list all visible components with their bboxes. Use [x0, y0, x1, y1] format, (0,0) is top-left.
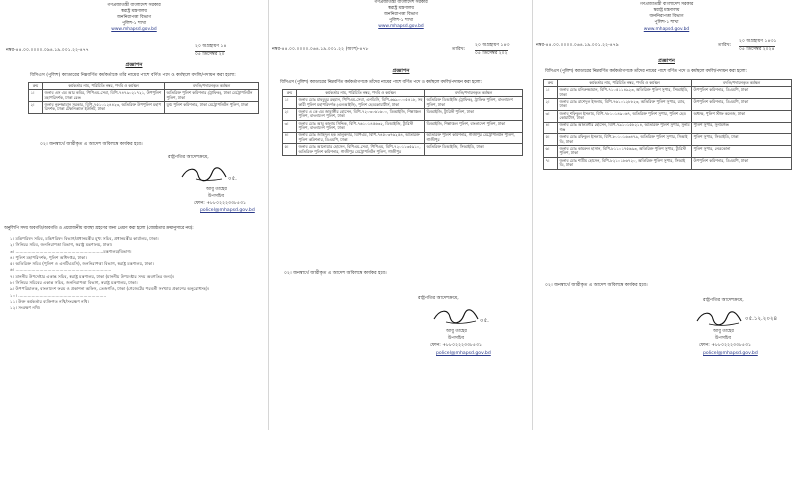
- copy-list-item: ২। সিনিয়র সচিব, জননিরাপত্তা বিভাগ, স্বরাষ্ট্র মন্ত্রণালয়, ঢাকা।: [10, 242, 113, 248]
- col-header-sl: ক্রম: [29, 83, 43, 90]
- date-english: ০৫ ডিসেম্বর ২০২৪: [739, 47, 775, 52]
- copy-list-item: ১২। সংরক্ষণ নথি।: [10, 305, 41, 311]
- cell-new: উপপুলিশ কমিশনার, ডিএমপি, ঢাকা: [692, 87, 792, 99]
- intro-text: বিসিএস (পুলিশ) ক্যাডারের নিম্নবর্ণিত কর্মকর্তাগণকে তাঁদের নামের পাশে বর্ণিত পদে ও কর্মস্থলে বদলি/পদায়ন করা হলো:: [545, 69, 747, 74]
- order-line: ০২। জনস্বার্থে জারীকৃত এ আদেশ অবিলম্বে কার্যকর হবে।: [284, 271, 387, 276]
- cell-current: জনাব মোঃ আনোয়ার হোসেন, বিপিএম-সেবা, পিপিএম, বিপি-৭২০১১৩৫৯১০, অতিরিক্ত পুলিশ কমিশনার, গাজীপুর মেট্রোপলিটন পুলিশ, গাজীপুর: [297, 144, 425, 156]
- signer-phone: ফোন: +৮৮০২২২৩৩৮৫৩১: [699, 343, 751, 348]
- table-row: [283, 144, 523, 156]
- copy-list-item: ৭। মাননীয় উপদেষ্টার একান্ত সচিব, স্বরাষ্ট্র মন্ত্রণালয়, ঢাকা (মাননীয় উপদেষ্টার সদয় অবগতির জন্য)।: [10, 273, 175, 279]
- signer-title: উপসচিব: [208, 194, 225, 199]
- cell-sl: ১।: [29, 90, 43, 102]
- copy-list-item: ৬। ........................................................................: [10, 267, 112, 273]
- cell-sl: ৩।: [283, 120, 297, 132]
- cell-sl: ১।: [283, 97, 297, 109]
- signer-email[interactable]: policel@mhapsd.gov.bd: [436, 351, 491, 356]
- signature-date: ০৫.: [228, 176, 237, 182]
- cell-new: পুলিশ সুপার, সুনামগঞ্জ: [692, 122, 792, 134]
- signer-phone: ফোন: +৮৮০২২২৩৩৮৫৩১: [430, 343, 482, 348]
- copy-list-item: ৫। অতিরিক্ত সচিব (পুলিশ ও এনটিএমসি), জননিরাপত্তা বিভাগ, স্বরাষ্ট্র মন্ত্রণালয়, ঢাকা।: [10, 261, 154, 267]
- cell-current: জনাব মোঃ মাহবুবুর রহমান, পিপিএম-সেবা, এনডিসি, বিপি-৬৬৯০০০৫৪১৮, সহকারী পুলিশ মহাপরিদর্শক (এলআইসি), পুলিশ হেডকোয়ার্টার্স, ঢাকা: [297, 97, 425, 109]
- cell-current: জনাব মোঃ রফিকুল ইসলাম, বিপি-৮০১০১৬৩৪৭৯, অতিরিক্ত পুলিশ সুপার, সিআইডি, ঢাকা: [558, 134, 692, 146]
- col-header-new: বদলি/পদায়নকৃত কর্মস্থল: [165, 83, 259, 90]
- signer-title: উপসচিব: [715, 336, 732, 341]
- cell-current: জনাব মোঃ কামরুল হাসান, বিপি-৮১১০১৭৫৬৯৩, অতিরিক্ত পুলিশ সুপার, ট্যুরিস্ট পুলিশ, ঢাকা: [558, 146, 692, 158]
- cell-sl: ২।: [544, 98, 558, 110]
- signer-email[interactable]: policel@mhapsd.gov.bd: [200, 208, 255, 213]
- transfer-table: [282, 89, 523, 156]
- cell-current: জনাব এস এম আর কবির, পিপিএম-সেবা, বিপি-৭৪৭৯০২১৭২১, উপপুলিশ মহাপরিদর্শক, ঢাকা রেঞ্জ: [43, 90, 165, 102]
- col-header-sl: ক্রম: [283, 90, 297, 97]
- gov-header-line: গণপ্রজাতন্ত্রী বাংলাদেশ সরকার: [107, 3, 161, 8]
- order-line: ০২। জনস্বার্থে জারীকৃত এ আদেশ অবিলম্বে কার্যকর হবে।: [40, 142, 143, 147]
- branch-line: পুলিশ-১ শাখা: [654, 20, 679, 25]
- table-row: [544, 98, 792, 110]
- table-row: [544, 134, 792, 146]
- signature-mark: [430, 304, 490, 328]
- copy-intro: অনুলিপি সদয় অবগতি/অবগতি ও প্রয়োজনীয় ব্যবস্থা গ্রহণের জন্য প্রেরণ করা হলো (জ্যেষ্ঠতার ক্রমানুসারে নয়):: [4, 226, 194, 231]
- signer-name: আবু তাহের: [206, 187, 227, 192]
- table-row: [544, 122, 792, 134]
- cell-new: ডিআইজি, শিল্পাঞ্চল পুলিশ, বাংলাদেশ পুলিশ, ঢাকা: [425, 120, 523, 132]
- cell-current: জনাব মোঃ আলমগীর হোসেন, বিপি-৭৯১০১৫৮২১৪, অতিরিক্ত পুলিশ সুপার, সুনামগঞ্জ: [559, 122, 690, 132]
- branch-line: পুলিশ-১ শাখা: [389, 18, 413, 23]
- cell-new: ডিআইজি, ট্যুরিস্ট পুলিশ, ঢাকা: [425, 108, 523, 120]
- cell-sl: ৩।: [544, 110, 558, 122]
- col-header-current: কর্মকর্তার নাম, পরিচিতি নম্বর, পদবি ও কর্মস্থল: [558, 80, 692, 87]
- table-row: [29, 101, 259, 113]
- memo-number: নম্বর-৪৪.০০.০০০০.০৯৪.১৯.০০১.২২-৪৭৭: [6, 48, 89, 53]
- ministry-line: স্বরাষ্ট্র মন্ত্রণালয়: [388, 6, 414, 11]
- date-english: ০৫ ডিসেম্বর ২০: [195, 52, 225, 57]
- gov-header-line: গণপ্রজাতন্ত্রী বাংলাদেশ সরকার: [639, 2, 694, 7]
- notification-page-2: [270, 0, 532, 430]
- table-row: [544, 146, 792, 158]
- cell-sl: ৫।: [283, 144, 297, 156]
- document-title: প্রজ্ঞাপন: [125, 62, 143, 68]
- cell-current: জনাব মোঃ জাহিদুল হক তালুকদার, বিপিএম, বিপি-৭৪৫০৩৭৬২৫৪, অতিরিক্ত পুলিশ কমিশনার, ডিএমপি, ঢাকা: [297, 132, 425, 144]
- date-label: তারিখ:: [718, 43, 732, 48]
- cell-new: উপপুলিশ কমিশনার, ডিএমপি, ঢাকা: [692, 98, 792, 110]
- president-order: রাষ্ট্রপতির আদেশক্রমে,: [168, 155, 209, 160]
- notification-page-1: [0, 0, 268, 430]
- cell-sl: ৭।: [544, 157, 558, 169]
- cell-current: জনাব নুরুজ্জামান সরকার, বিপি-৭৫১০১২৪৪২৩, অতিরিক্ত উপপুলিশ মহাপরিদর্শক, ঢাকা টেকনিক্যাল ইউনিট, ঢাকা: [43, 101, 165, 113]
- cell-new: পুলিশ সুপার, নেত্রকোনা: [692, 146, 792, 158]
- date-bangla: ২০ অগ্রহায়ণ ১৪: [195, 44, 227, 49]
- date-bangla: ২০ অগ্রহায়ণ ১৪৩: [475, 43, 510, 48]
- notification-page-3: [533, 0, 800, 430]
- table-row: [29, 90, 259, 102]
- cell-new: অতিরিক্ত ডিআইজি, সিআইডি, ঢাকা: [425, 144, 523, 156]
- cell-sl: ২।: [283, 108, 297, 120]
- date-bangla: ২০ অগ্রহায়ণ ১৪৩১: [739, 39, 777, 44]
- copy-list-item: ৮। সিনিয়র সচিবের একান্ত সচিব, জননিরাপত্তা বিভাগ, স্বরাষ্ট্র মন্ত্রণালয়, ঢাকা।: [10, 280, 138, 286]
- date-label: তারিখ:: [452, 47, 466, 52]
- table-row: [283, 108, 523, 120]
- copy-list: [10, 236, 265, 312]
- table-row: [544, 157, 792, 169]
- copy-list-item: ৯। উপপরিচালক, বাংলাদেশ ফরম ও প্রকাশনা অফিস, তেজগাঁও, ঢাকা (গেজেটের পরবর্তী সংখ্যায় প্রকাশের অনুরোধসহ)।: [10, 286, 210, 292]
- cell-current: জনাব এ কে এম জাহাঙ্গীর হোসেন, বিপি-৭২০৩০৬১৬০০, ডিআইজি, শিল্পাঞ্চল পুলিশ, বাংলাদেশ পুলিশ, ঢাকা: [297, 108, 425, 120]
- website-link[interactable]: www.mhapsd.gov.bd: [378, 24, 424, 29]
- signature-mark: [693, 306, 753, 330]
- table-row: [283, 120, 523, 132]
- signer-phone: ফোন: +৮৮০২২২৩৩৮৫৩১: [194, 201, 246, 206]
- table-row: [544, 87, 792, 99]
- date-english: ০৫ ডিসেম্বর ২০২: [475, 51, 508, 56]
- division-line: জননিরাপত্তা বিভাগ: [116, 15, 152, 20]
- ministry-line: স্বরাষ্ট্র মন্ত্রণালয়: [121, 9, 147, 14]
- copy-list-item: ১০। ..................................................................: [10, 292, 107, 298]
- cell-new: পুলিশ সুপার, সিআইডি, ঢাকা: [692, 134, 792, 146]
- col-header-sl: ক্রম: [544, 80, 558, 87]
- transfer-table: [543, 79, 792, 170]
- signature-date: ০৫.১২.২০২৪: [745, 316, 778, 322]
- col-header-new: বদলি/পদায়নকৃত কর্মস্থল: [692, 80, 792, 87]
- blank-bottom-area: [0, 430, 800, 490]
- copy-list-item: ৩। ..................................................................মন্ত্রণালয়/বিভাগ।: [10, 248, 132, 254]
- order-line: ০২। জনস্বার্থে জারীকৃত এ আদেশ অবিলম্বে কার্যকর হবে।: [545, 283, 648, 288]
- col-header-current: কর্মকর্তার নাম, পরিচিতি নম্বর, পদবি ও কর্মস্থল: [297, 90, 425, 97]
- copy-list-item: ১। মন্ত্রিপরিষদ সচিব, মন্ত্রিপরিষদ বিভাগ/প্রধানমন্ত্রীর মুখ্য সচিব, প্রধানমন্ত্রীর কার্যালয়, ঢাকা।: [10, 236, 159, 241]
- division-line: জননিরাপত্তা বিভাগ: [383, 12, 419, 17]
- document-title: প্রজ্ঞাপন: [658, 58, 675, 64]
- cell-sl: ৫।: [544, 134, 558, 146]
- signer-title: উপসচিব: [448, 336, 465, 341]
- cell-sl: ৪।: [283, 132, 297, 144]
- cell-sl: ৬।: [544, 146, 558, 158]
- cell-sl: ১।: [544, 87, 558, 99]
- cell-new: অধ্যক্ষ, পুলিশ স্টাফ কলেজ, ঢাকা: [692, 110, 792, 122]
- cell-new: অতিরিক্ত পুলিশ কমিশনার, গাজীপুর মেট্রোপলিটন পুলিশ, গাজীপুর: [425, 132, 523, 144]
- document-title: প্রজ্ঞাপন: [392, 68, 410, 74]
- division-line: জননিরাপত্তা বিভাগ: [649, 14, 684, 19]
- intro-text: বিসিএস (পুলিশ) ক্যাডারের নিম্নবর্ণিত কর্মকর্তাগণকে তাঁদের নামের পাশে বর্ণিত পদে ও কর্মস্থলে বদলি/পদায়ন করা হলো:: [280, 80, 482, 85]
- table-row: [544, 110, 792, 122]
- memo-number: নম্বর-৪৪.০০.০০০০.০৬৪.১৯.০০১.২২ (অংশ)-৪৭৮: [272, 47, 369, 52]
- website-link[interactable]: www.mhapsd.gov.bd: [643, 27, 690, 32]
- signer-name: আবু তাহের: [713, 329, 734, 334]
- website-link[interactable]: www.mhapsd.gov.bd: [111, 27, 157, 32]
- cell-new: উপপুলিশ কমিশনার, ডিএমপি, ঢাকা: [692, 157, 792, 169]
- cell-current: জনাব মোঃ মনিরুজ্জামান, বিপি-৭১০৫১১৪৯২৩, অতিরিক্ত পুলিশ সুপার, সিআইডি, ঢাকা: [558, 87, 692, 99]
- copy-list-item: ৪। পুলিশ মহাপরিদর্শক, পুলিশ অধিদপ্তর, ঢাকা।: [10, 254, 87, 260]
- cell-sl: ২।: [29, 101, 43, 113]
- branch-line: পুলিশ-১ শাখা: [122, 21, 146, 26]
- memo-number: নম্বর-৪৪.০০.০০০০.০৬৪.১৯.০০১.২২-৪৭৯: [536, 43, 619, 48]
- signer-name: আবু তাহের: [446, 329, 467, 334]
- copy-list-item: ১১। উক্ত কর্মকর্তার ব্যক্তিগত নথি/সংরক্ষণ নথি।: [10, 298, 89, 304]
- col-header-current: কর্মকর্তার নাম, পরিচিতি নম্বর, পদবি ও কর্মস্থল: [43, 83, 165, 90]
- col-header-new: বদলি/পদায়নকৃত কর্মস্থল: [425, 90, 523, 97]
- table-row: [283, 97, 523, 109]
- cell-current: জনাব মোঃ রাশেদুল ইসলাম, বিপি-৭৬১০১২৮৮২৩, অতিরিক্ত পুলিশ সুপার, র‍্যাব, ঢাকা: [558, 98, 692, 110]
- intro-text: বিসিএস (পুলিশ) ক্যাডারের নিম্নবর্ণিত কর্মকর্তাকে তাঁর নামের পাশে বর্ণিত পদে ও কর্মস্থলে বদলি/পদায়ন করা হলো:: [30, 73, 236, 78]
- cell-new: অতিরিক্ত পুলিশ কমিশনার (ট্রাফিক), ঢাকা মেট্রোপলিটন পুলিশ, ঢাকা: [165, 90, 259, 102]
- cell-new: অতিরিক্ত ডিআইজি (ট্রাফিক), ট্রাফিক পুলিশ, বাংলাদেশ পুলিশ, ঢাকা: [425, 97, 523, 109]
- gov-header-line: গণপ্রজাতন্ত্রী বাংলাদেশ সরকার: [374, 0, 428, 5]
- president-order: রাষ্ট্রপতির আদেশক্রমে,: [703, 298, 744, 303]
- cell-current: জনাব মোঃ আবু কালাম সিদ্দিক, বিপি-৭৬১০১৪৫৬৩২, ডিআইজি, ট্যুরিস্ট পুলিশ, বাংলাদেশ পুলিশ, ঢাকা: [297, 120, 425, 132]
- cell-current: জনাব শফিকুল ইসলাম, বিপি-৭৮১০১৪৯০৬৭, অতিরিক্ত পুলিশ সুপার, পুলিশ হেডকোয়ার্টার্স, ঢাকা: [558, 110, 692, 122]
- signature-date: ০৫.: [480, 318, 489, 324]
- signer-email[interactable]: policel@mhapsd.gov.bd: [703, 351, 758, 356]
- transfer-table: [28, 82, 259, 114]
- cell-current: জনাব মোঃ শামীম হোসেন, বিপি-৮২১০১৮৬৭২০, অতিরিক্ত পুলিশ সুপার, সিআইডি, ঢাকা: [558, 157, 692, 169]
- president-order: রাষ্ট্রপতির আদেশক্রমে,: [418, 296, 459, 301]
- ministry-line: স্বরাষ্ট্র মন্ত্রণালয়: [653, 8, 680, 13]
- page-divider: [268, 0, 269, 430]
- cell-sl: ৪।: [544, 122, 558, 134]
- cell-new: যুগ্ম পুলিশ কমিশনার, ঢাকা মেট্রোপলিটন পুলিশ, ঢাকা: [165, 101, 259, 113]
- table-row: [283, 132, 523, 144]
